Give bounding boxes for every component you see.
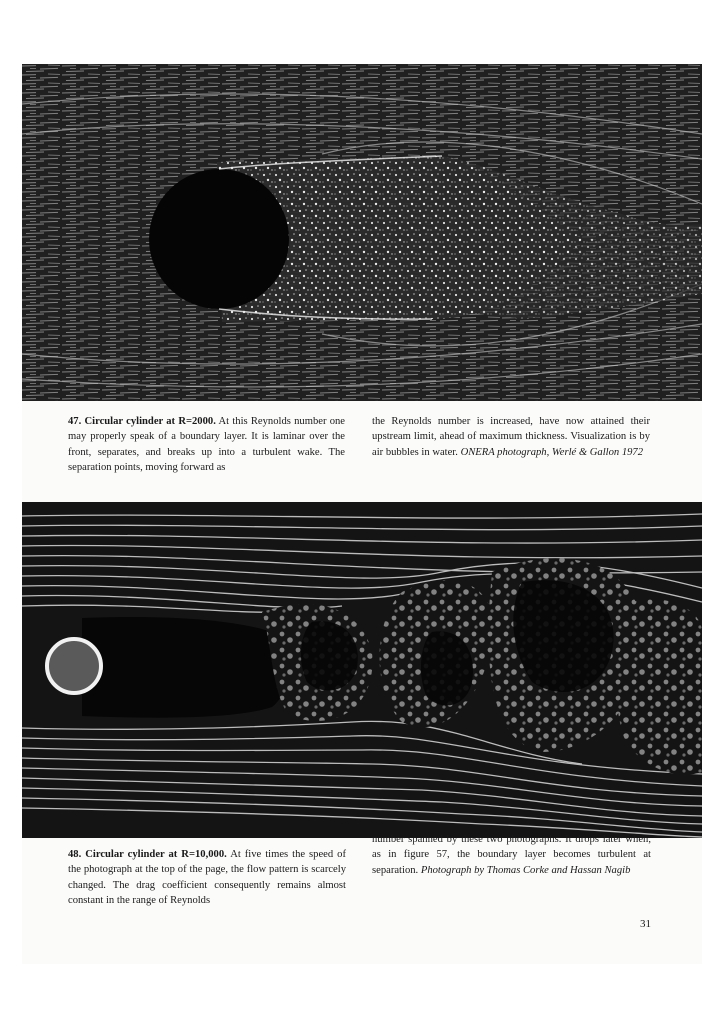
- figure-48-caption-left: [68, 847, 346, 909]
- figure-47-title: 47. Circular cylinder at R=2000.: [68, 416, 216, 427]
- figure-48-credit: Photograph by Thomas Corke and Hassan Nagib: [420, 864, 631, 876]
- figure-47-text-right: the Reynolds number is increased, have now attained their upstream limit, ahead of maximum thickness. Visualization is by air bubbles in water.: [372, 416, 650, 458]
- figure-48-text-right: number spanned by these two photographs. It drops later when, as in figure 57, the boundary layer becomes turbulent at separation.: [372, 834, 651, 876]
- figure-47-photograph: [22, 64, 702, 401]
- figure-48-caption-right: [372, 832, 651, 878]
- figure-48-title: 48. Circular cylinder at R=10,000.: [68, 849, 227, 860]
- figure-47-caption-left: [68, 414, 345, 476]
- figure-48-photograph: [22, 502, 702, 838]
- figure-47-credit: ONERA photograph, Werlé & Gallon 1972: [460, 446, 644, 458]
- figure-47-caption-right: [372, 414, 650, 460]
- figure-48-text-left: At five times the speed of the photograph at the top of the page, the flow pattern is scarcely changed. The drag coefficient consequently remains almost constant in the range of Reynolds: [68, 849, 346, 907]
- page-number: 31: [640, 918, 651, 930]
- figure-47-text-left: At this Reynolds number one may properly speak of a boundary layer. It is laminar over the front, separates, and breaks up into a turbulent wake. The separation points, moving forward as: [68, 416, 345, 474]
